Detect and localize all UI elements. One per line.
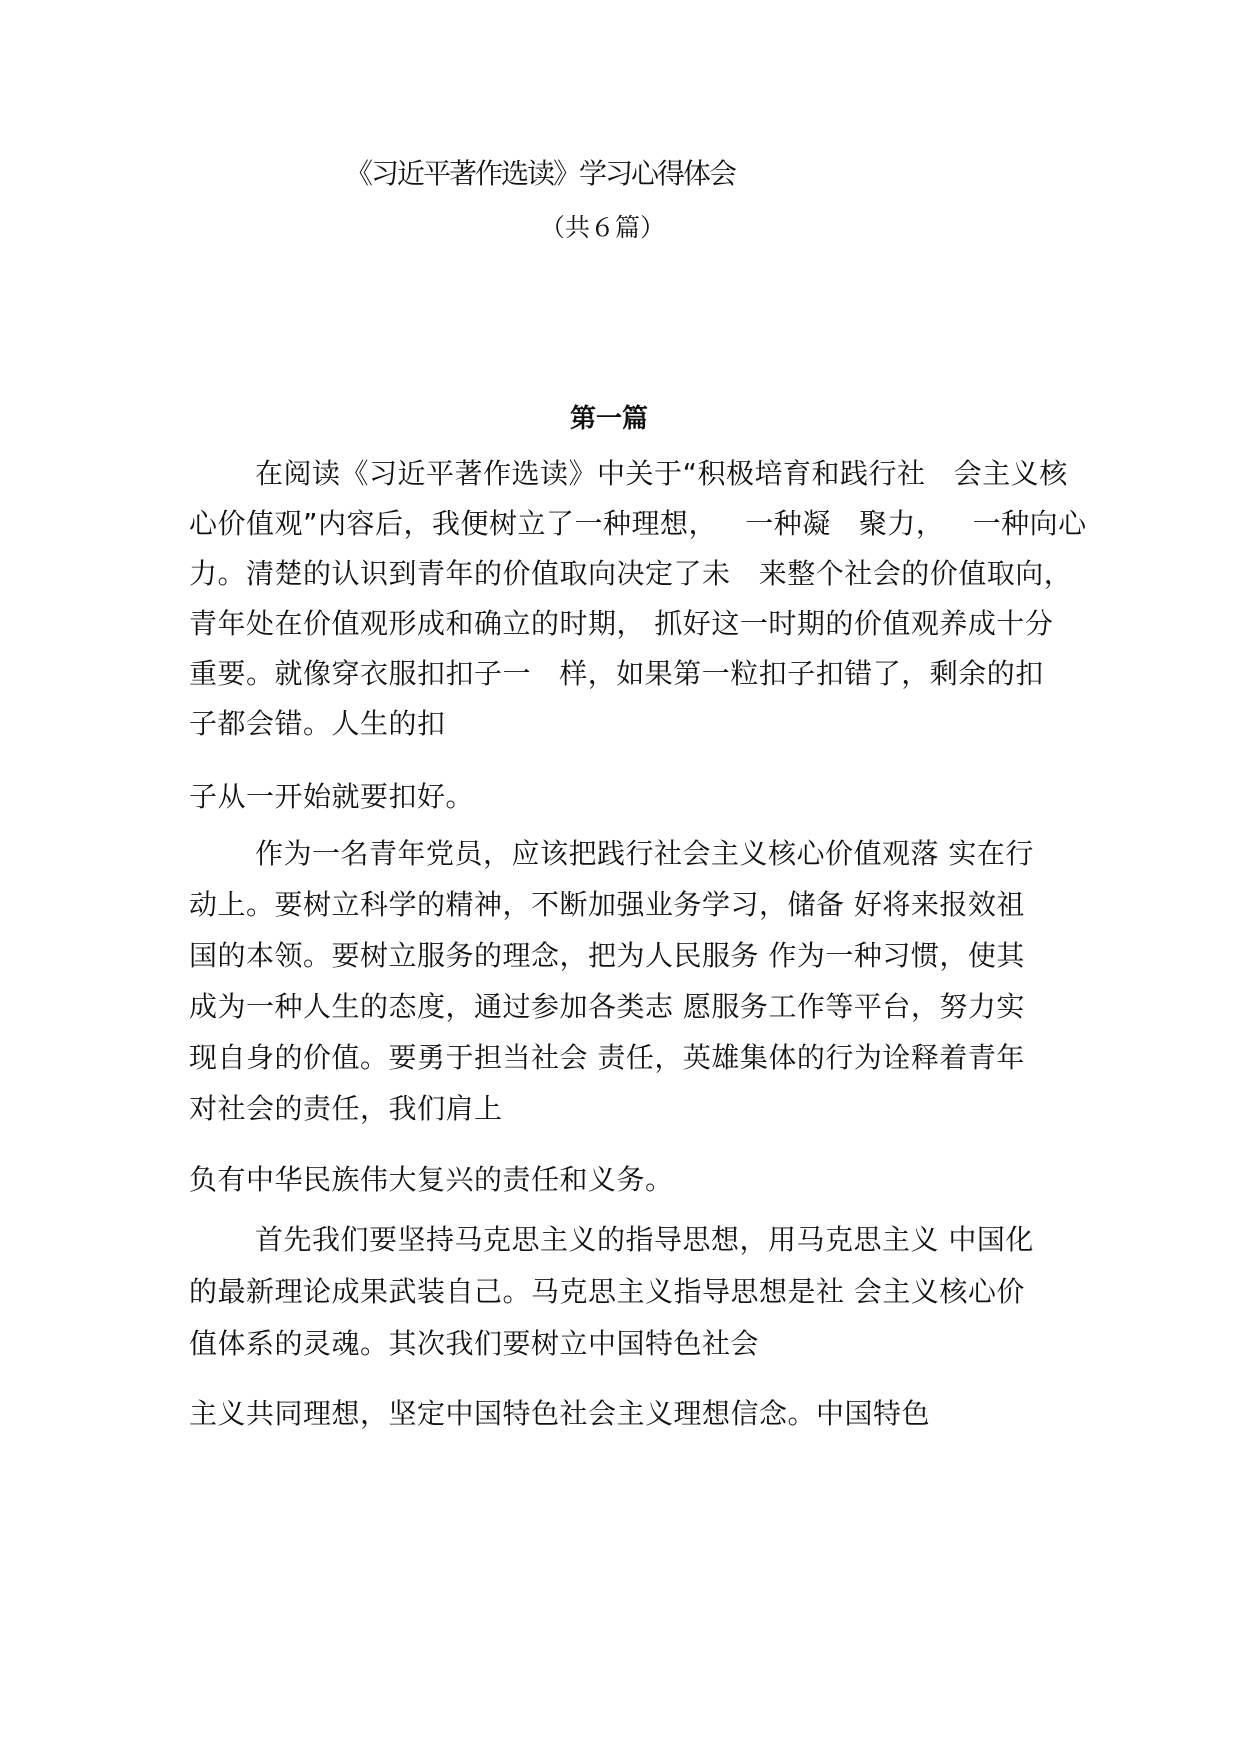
paragraph-line: 现自身的价值。要勇于担当社会 责任，英雄集体的行为诠释着青年 [189, 1041, 1025, 1074]
section-heading: 第一篇 [570, 404, 649, 434]
paragraph-line: 主义共同理想，坚定中国特色社会主义理想信念。中国特色 [189, 1397, 931, 1430]
paragraph-line: 对社会的责任，我们肩上 [189, 1092, 503, 1125]
paragraph-line: 力。清楚的认识到青年的价值取向决定了未 来整个社会的价值取向， [189, 557, 1073, 590]
document-subtitle: （共６篇） [540, 213, 666, 242]
paragraph-line: 负有中华民族伟大复兴的责任和义务。 [189, 1163, 674, 1196]
document-title: 《习近平著作选读》学习心得体会 [345, 157, 736, 190]
paragraph-line: 子从一开始就要扣好。 [189, 780, 475, 813]
paragraph-line: 值体系的灵魂。其次我们要树立中国特色社会 [189, 1327, 760, 1360]
paragraph-line: 重要。就像穿衣服扣扣子一 样，如果第一粒扣子扣错了，剩余的扣 [189, 657, 1044, 690]
paragraph-line: 首先我们要坚持马克思主义的指导思想，用马克思主义 中国化 [255, 1223, 1034, 1256]
paragraph-line: 青年处在价值观形成和确立的时期， 抓好这一时期的价值观养成十分 [189, 607, 1054, 640]
paragraph-line: 国的本领。要树立服务的理念，把为人民服务 作为一种习惯，使其 [189, 939, 1025, 972]
paragraph-line: 心价值观”内容后，我便树立了一种理想， 一种凝 聚力， 一种向心 [189, 507, 1087, 540]
paragraph-line: 子都会错。人生的扣 [189, 707, 446, 740]
paragraph-line: 作为一名青年党员，应该把践行社会主义核心价值观落 实在行 [255, 837, 1034, 870]
paragraph-line: 成为一种人生的态度，通过参加各类志 愿服务工作等平台，努力实 [189, 990, 1025, 1023]
paragraph-line: 的最新理论成果武装自己。马克思主义指导思想是社 会主义核心价 [189, 1275, 1025, 1308]
paragraph-line: 在阅读《习近平著作选读》中关于“积极培育和践行社 会主义核 [255, 457, 1068, 490]
paragraph-line: 动上。要树立科学的精神，不断加强业务学习，储备 好将来报效祖 [189, 888, 1025, 921]
